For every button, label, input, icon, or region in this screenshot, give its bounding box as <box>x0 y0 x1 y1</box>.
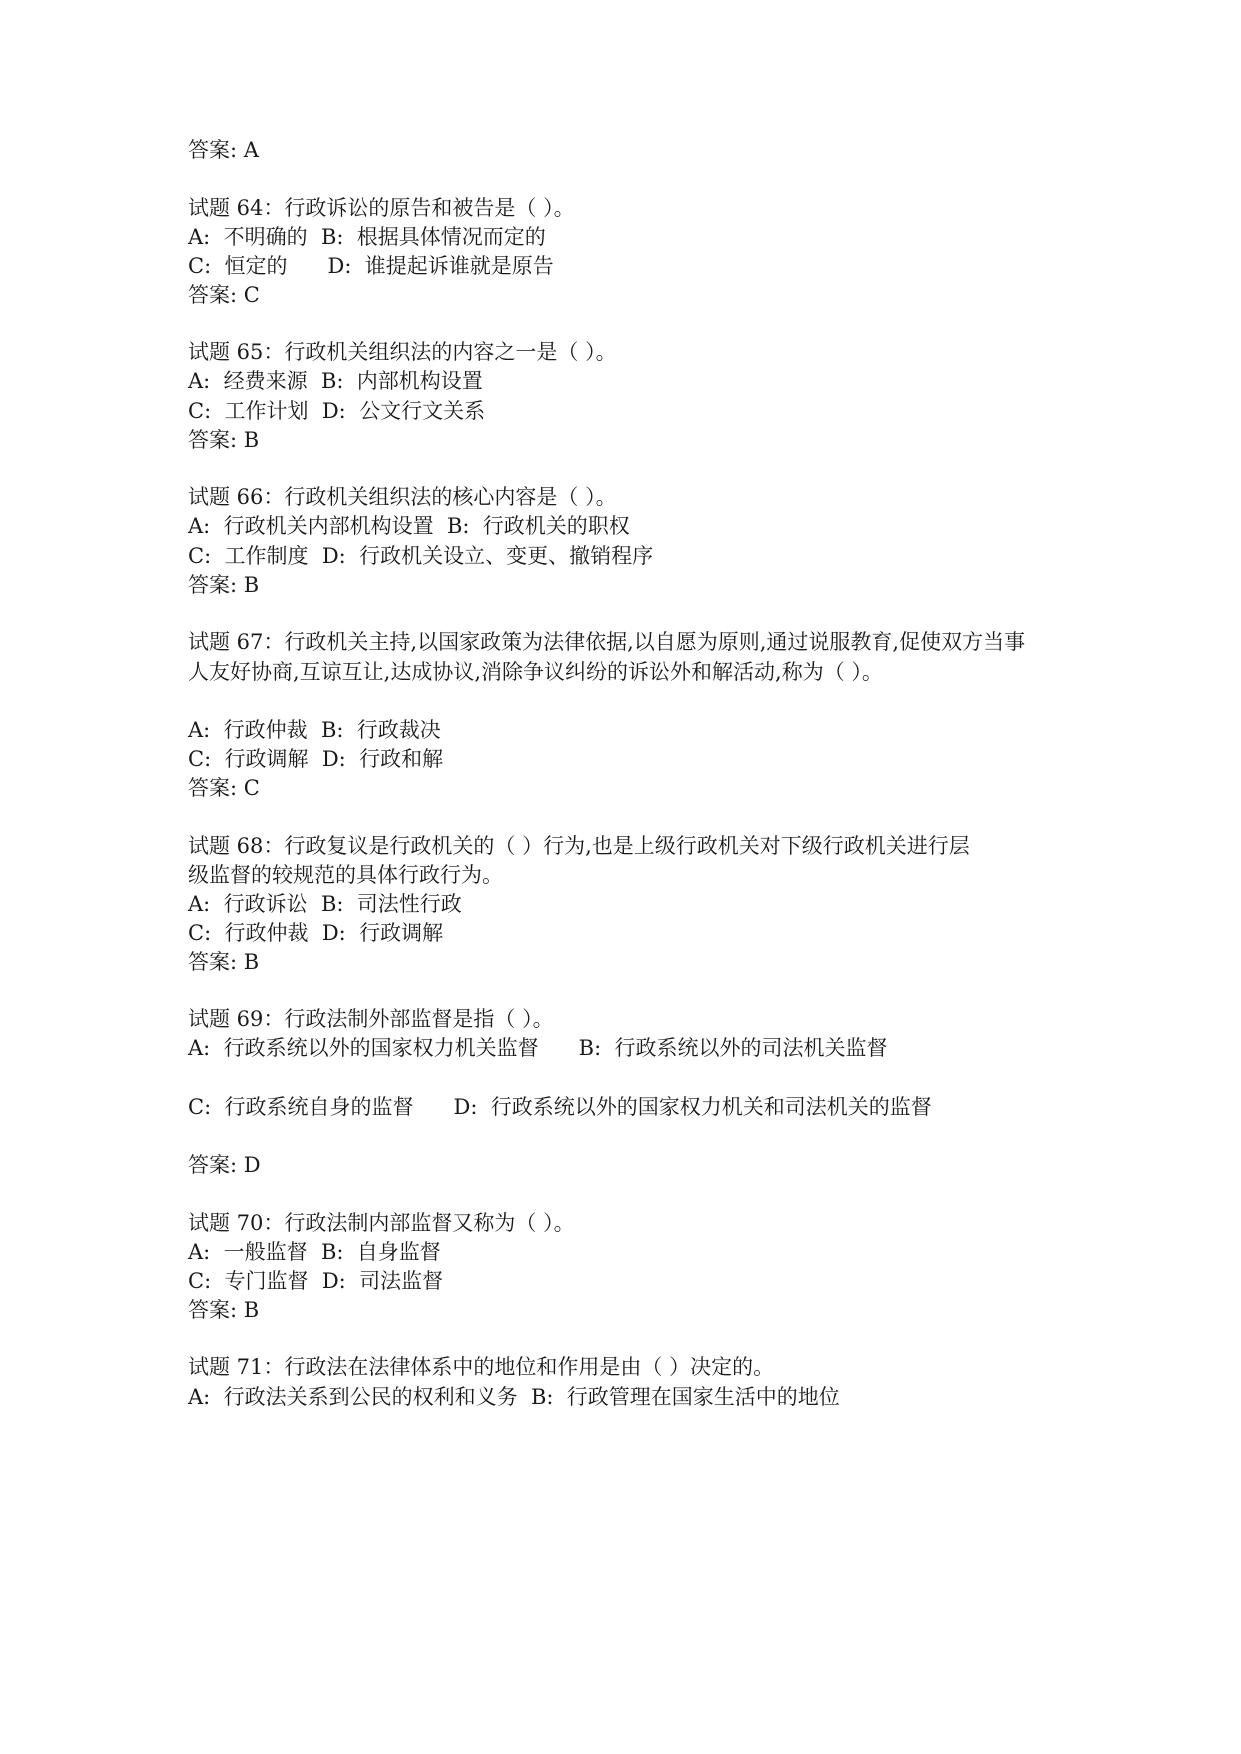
answer-65: 答案: B <box>188 428 260 452</box>
question-67-stem-line1: 试题 67：行政机关主持,以国家政策为法律依据,以自愿为原则,通过说服教育,促使双方当事 <box>188 630 1026 654</box>
question-71-options-ab: A: 行政法关系到公民的权利和义务 B: 行政管理在国家生活中的地位 <box>188 1385 840 1409</box>
answer-66: 答案: B <box>188 573 260 597</box>
answer-63: 答案: A <box>188 138 259 162</box>
answer-64: 答案: C <box>188 283 260 307</box>
question-64-options-cd: C: 恒定的 D: 谁提起诉谁就是原告 <box>188 254 554 278</box>
question-70-stem: 试题 70：行政法制内部监督又称为（ ）。 <box>188 1211 575 1235</box>
answer-68: 答案: B <box>188 950 260 974</box>
question-69-options-ab: A: 行政系统以外的国家权力机关监督 B: 行政系统以外的司法机关监督 <box>188 1036 888 1060</box>
question-71-stem: 试题 71：行政法在法律体系中的地位和作用是由（ ）决定的。 <box>188 1355 775 1379</box>
answer-69: 答案: D <box>188 1153 261 1177</box>
question-65-stem: 试题 65：行政机关组织法的内容之一是（ ）。 <box>188 340 617 364</box>
question-68-stem-line2: 级监督的较规范的具体行政行为。 <box>188 863 503 887</box>
question-64-stem: 试题 64：行政诉讼的原告和被告是（ ）。 <box>188 196 575 220</box>
question-68-stem-line1: 试题 68：行政复议是行政机关的（ ）行为,也是上级行政机关对下级行政机关进行层 <box>188 834 970 858</box>
answer-70: 答案: B <box>188 1298 260 1322</box>
question-69-stem: 试题 69：行政法制外部监督是指（ ）。 <box>188 1007 554 1031</box>
question-66-options-cd: C: 工作制度 D: 行政机关设立、变更、撤销程序 <box>188 544 654 568</box>
question-66-stem: 试题 66：行政机关组织法的核心内容是（ ）。 <box>188 485 617 509</box>
question-65-options-cd: C: 工作计划 D: 公文行文关系 <box>188 399 486 423</box>
question-68-options-cd: C: 行政仲裁 D: 行政调解 <box>188 921 444 945</box>
answer-67: 答案: C <box>188 776 260 800</box>
question-66-options-ab: A: 行政机关内部机构设置 B: 行政机关的职权 <box>188 514 630 538</box>
question-70-options-cd: C: 专门监督 D: 司法监督 <box>188 1269 444 1293</box>
question-67-stem-line2: 人友好协商,互谅互让,达成协议,消除争议纠纷的诉讼外和解活动,称为（ ）。 <box>188 660 883 684</box>
question-64-options-ab: A: 不明确的 B: 根据具体情况而定的 <box>188 225 546 249</box>
question-67-options-cd: C: 行政调解 D: 行政和解 <box>188 747 444 771</box>
question-68-options-ab: A: 行政诉讼 B: 司法性行政 <box>188 892 462 916</box>
question-70-options-ab: A: 一般监督 B: 自身监督 <box>188 1240 441 1264</box>
question-67-options-ab: A: 行政仲裁 B: 行政裁决 <box>188 718 441 742</box>
question-65-options-ab: A: 经费来源 B: 内部机构设置 <box>188 369 483 393</box>
question-69-options-cd: C: 行政系统自身的监督 D: 行政系统以外的国家权力机关和司法机关的监督 <box>188 1095 932 1119</box>
